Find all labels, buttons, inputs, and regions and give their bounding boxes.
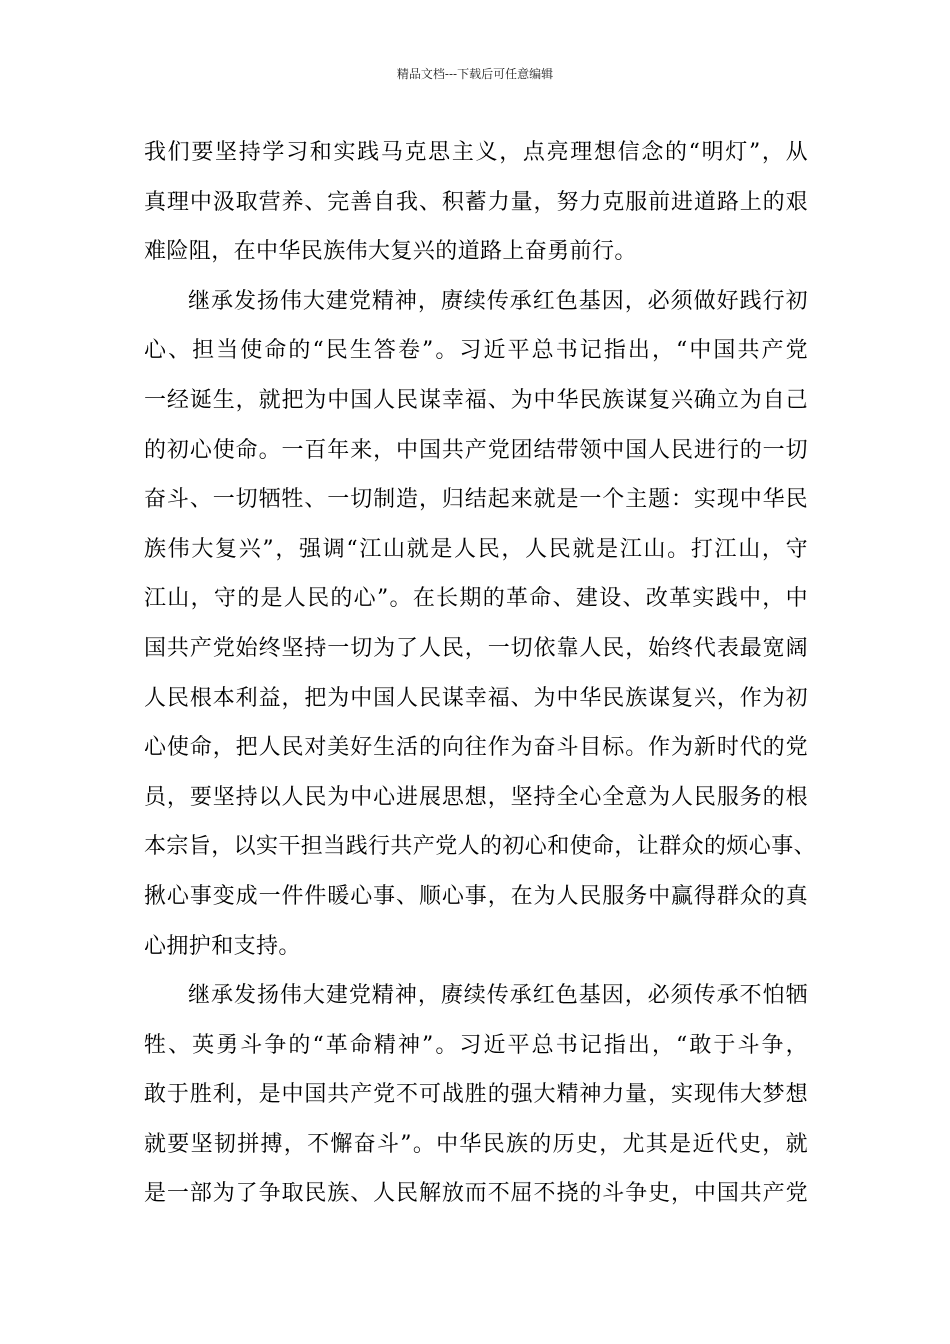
- text-line: 族伟大复兴”，强调“江山就是人民，人民就是江山。打江山，守: [144, 536, 808, 562]
- text-line: 我们要坚持学习和实践马克思主义，点亮理想信念的“明灯”，从: [144, 140, 808, 165]
- text-line: 一经诞生，就把为中国人民谋幸福、为中华民族谋复兴确立为自己: [144, 387, 808, 413]
- text-line: 真理中汲取营养、完善自我、积蓄力量，努力克服前进道路上的艰: [144, 189, 808, 215]
- text-line: 的初心使命。一百年来，中国共产党团结带领中国人民进行的一切: [144, 437, 808, 463]
- text-line: 奋斗、一切牺牲、一切制造，归结起来就是一个主题：实现中华民: [144, 487, 808, 513]
- text-line: 心、担当使命的“民生答卷”。习近平总书记指出，“中国共产党: [144, 338, 808, 364]
- text-line: 心拥护和支持。: [144, 933, 301, 959]
- text-line: 心使命，把人民对美好生活的向往作为奋斗目标。作为新时代的党: [144, 735, 808, 761]
- text-line: 本宗旨，以实干担当践行共产党人的初心和使命，让群众的烦心事、: [144, 834, 817, 860]
- text-line: 员，要坚持以人民为中心进展思想，坚持全心全意为人民服务的根: [144, 784, 808, 810]
- text-line: 揪心事变成一件件暖心事、顺心事，在为人民服务中赢得群众的真: [144, 883, 808, 909]
- text-line: 继承发扬伟大建党精神，赓续传承红色基因，必须传承不怕牺: [188, 983, 808, 1009]
- text-line: 继承发扬伟大建党精神，赓续传承红色基因，必须做好践行初: [188, 288, 808, 314]
- text-line: 牲、英勇斗争的“革命精神”。习近平总书记指出，“敢于斗争，: [144, 1032, 808, 1058]
- document-body: [144, 128, 817, 1219]
- text-line: 敢于胜利，是中国共产党不可战胜的强大精神力量，实现伟大梦想: [144, 1082, 808, 1108]
- text-line: 是一部为了争取民族、人民解放而不屈不挠的斗争史，中国共产党: [144, 1181, 808, 1207]
- text-line: 国共产党始终坚持一切为了人民，一切依靠人民，始终代表最宽阔: [144, 635, 808, 661]
- paragraph: [144, 971, 808, 1219]
- paragraph: [144, 128, 808, 277]
- text-line: 人民根本利益，把为中国人民谋幸福、为中华民族谋复兴，作为初: [144, 685, 808, 711]
- text-line: 难险阻，在中华民族伟大复兴的道路上奋勇前行。: [144, 239, 637, 265]
- text-line: 就要坚韧拼搏，不懈奋斗”。中华民族的历史，尤其是近代史，就: [144, 1131, 808, 1157]
- page-header: 精品文档---下载后可任意编辑: [396, 67, 554, 81]
- paragraph: [144, 277, 817, 971]
- text-line: 江山，守的是人民的心”。在长期的革命、建设、改革实践中，中: [144, 586, 808, 612]
